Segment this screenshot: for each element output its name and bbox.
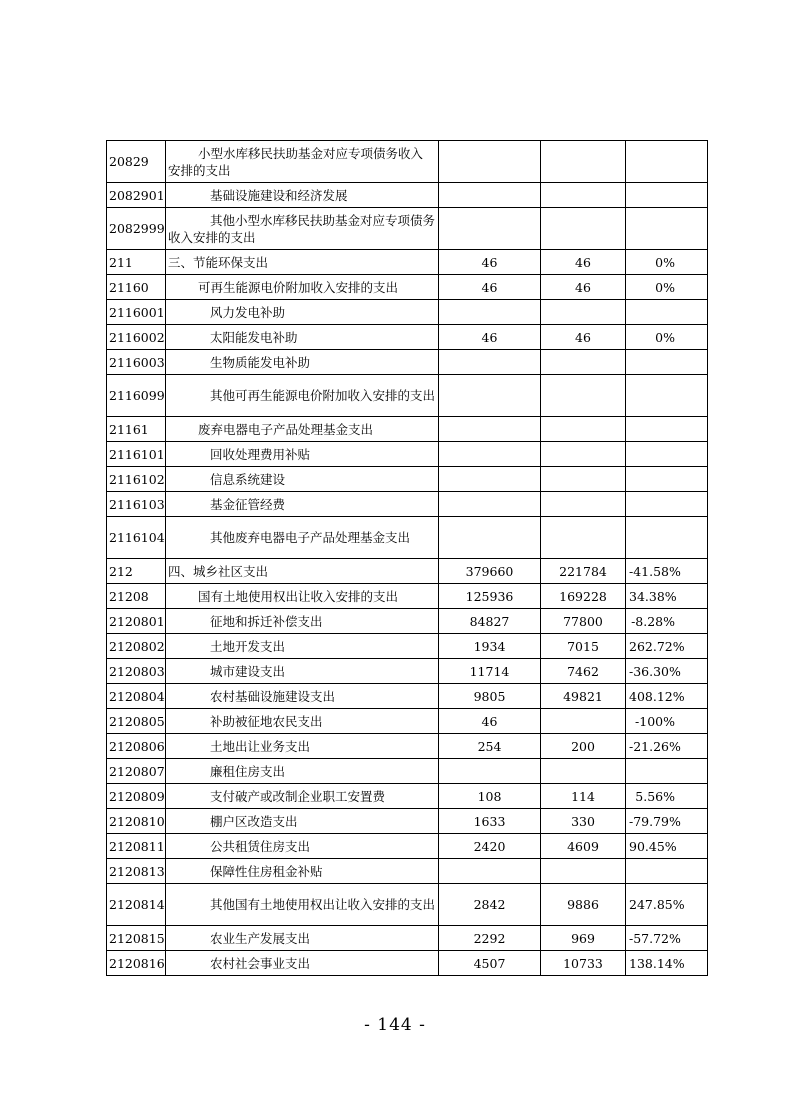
value-cell-1: 379660 [439,559,541,584]
code-cell: 2120810 [107,809,166,834]
code-cell: 2116101 [107,442,166,467]
code-cell: 2120813 [107,859,166,884]
value-cell-1: 9805 [439,684,541,709]
table-row [107,442,708,467]
value-cell-1 [439,183,541,208]
value-cell-2 [541,300,626,325]
table-row [107,926,708,951]
value-cell-2 [541,208,626,250]
value-cell-2: 46 [541,325,626,350]
table-body [107,141,708,976]
value-cell-1: 46 [439,275,541,300]
value-cell-2 [541,350,626,375]
value-cell-1: 84827 [439,609,541,634]
code-cell: 2120814 [107,884,166,926]
code-cell: 2120809 [107,784,166,809]
value-cell-1: 46 [439,325,541,350]
percent-cell: 5.56% [626,784,708,809]
value-cell-2 [541,375,626,417]
name-cell: 补助被征地农民支出 [166,709,439,734]
name-cell: 城市建设支出 [166,659,439,684]
value-cell-2 [541,492,626,517]
value-cell-1: 2842 [439,884,541,926]
percent-cell: 0% [626,250,708,275]
name-cell: 基金征管经费 [166,492,439,517]
percent-cell: 408.12% [626,684,708,709]
code-cell: 2082901 [107,183,166,208]
code-cell: 21161 [107,417,166,442]
percent-cell [626,859,708,884]
value-cell-2 [541,759,626,784]
name-cell: 其他小型水库移民扶助基金对应专项债务收入安排的支出 [166,208,439,250]
value-cell-2: 46 [541,275,626,300]
name-cell: 征地和拆迁补偿支出 [166,609,439,634]
percent-cell: -8.28% [626,609,708,634]
percent-cell: 90.45% [626,834,708,859]
percent-cell: 0% [626,275,708,300]
name-cell: 土地出让业务支出 [166,734,439,759]
percent-cell: -36.30% [626,659,708,684]
name-cell: 回收处理费用补贴 [166,442,439,467]
code-cell: 2116104 [107,517,166,559]
code-cell: 21208 [107,584,166,609]
table-row [107,684,708,709]
value-cell-1 [439,141,541,183]
value-cell-1: 11714 [439,659,541,684]
value-cell-1 [439,208,541,250]
table-row [107,634,708,659]
name-cell: 三、节能环保支出 [166,250,439,275]
code-cell: 2120801 [107,609,166,634]
value-cell-1 [439,492,541,517]
percent-cell [626,467,708,492]
value-cell-1 [439,417,541,442]
table-row [107,559,708,584]
percent-cell [626,759,708,784]
code-cell: 2120804 [107,684,166,709]
value-cell-2: 330 [541,809,626,834]
code-cell: 2116003 [107,350,166,375]
name-cell: 可再生能源电价附加收入安排的支出 [166,275,439,300]
code-cell: 2120807 [107,759,166,784]
name-cell: 国有土地使用权出让收入安排的支出 [166,584,439,609]
value-cell-2: 169228 [541,584,626,609]
value-cell-2 [541,417,626,442]
value-cell-1: 2420 [439,834,541,859]
table-row [107,325,708,350]
code-cell: 2120805 [107,709,166,734]
value-cell-2: 221784 [541,559,626,584]
value-cell-2 [541,467,626,492]
table-row [107,517,708,559]
value-cell-1: 4507 [439,951,541,976]
name-cell: 土地开发支出 [166,634,439,659]
code-cell: 20829 [107,141,166,183]
name-cell: 棚户区改造支出 [166,809,439,834]
table-row [107,208,708,250]
code-cell: 2120803 [107,659,166,684]
value-cell-1 [439,375,541,417]
name-cell: 太阳能发电补助 [166,325,439,350]
value-cell-2 [541,141,626,183]
value-cell-2 [541,183,626,208]
table-row [107,417,708,442]
table-row [107,300,708,325]
code-cell: 2116103 [107,492,166,517]
code-cell: 2116099 [107,375,166,417]
table-row [107,759,708,784]
name-cell: 信息系统建设 [166,467,439,492]
code-cell: 2120816 [107,951,166,976]
name-cell: 廉租住房支出 [166,759,439,784]
value-cell-2: 7015 [541,634,626,659]
value-cell-2 [541,859,626,884]
value-cell-1 [439,300,541,325]
percent-cell: -41.58% [626,559,708,584]
code-cell: 2116102 [107,467,166,492]
percent-cell [626,350,708,375]
name-cell: 风力发电补助 [166,300,439,325]
percent-cell: -57.72% [626,926,708,951]
value-cell-2 [541,442,626,467]
percent-cell [626,141,708,183]
name-cell: 农村社会事业支出 [166,951,439,976]
percent-cell: 262.72% [626,634,708,659]
table-row [107,951,708,976]
percent-cell [626,492,708,517]
percent-cell: 247.85% [626,884,708,926]
value-cell-1: 1934 [439,634,541,659]
code-cell: 2116002 [107,325,166,350]
value-cell-1: 2292 [439,926,541,951]
value-cell-2: 46 [541,250,626,275]
value-cell-1 [439,350,541,375]
value-cell-1 [439,517,541,559]
value-cell-2: 7462 [541,659,626,684]
value-cell-1: 254 [439,734,541,759]
table-row [107,183,708,208]
value-cell-2 [541,517,626,559]
table-row [107,350,708,375]
table-row [107,467,708,492]
table-row [107,709,708,734]
percent-cell: -21.26% [626,734,708,759]
name-cell: 小型水库移民扶助基金对应专项债务收入安排的支出 [166,141,439,183]
value-cell-1: 1633 [439,809,541,834]
value-cell-1: 108 [439,784,541,809]
table-row [107,659,708,684]
value-cell-1: 46 [439,709,541,734]
table-row [107,375,708,417]
value-cell-1 [439,759,541,784]
budget-table [106,140,708,976]
name-cell: 基础设施建设和经济发展 [166,183,439,208]
name-cell: 保障性住房租金补贴 [166,859,439,884]
value-cell-2: 200 [541,734,626,759]
table-row [107,809,708,834]
value-cell-2: 4609 [541,834,626,859]
percent-cell: 0% [626,325,708,350]
table-row [107,492,708,517]
name-cell: 生物质能发电补助 [166,350,439,375]
name-cell: 农业生产发展支出 [166,926,439,951]
table-row [107,734,708,759]
name-cell: 其他废弃电器电子产品处理基金支出 [166,517,439,559]
code-cell: 212 [107,559,166,584]
code-cell: 2120815 [107,926,166,951]
code-cell: 2120811 [107,834,166,859]
percent-cell [626,375,708,417]
code-cell: 2120802 [107,634,166,659]
value-cell-1 [439,467,541,492]
value-cell-2: 10733 [541,951,626,976]
page-number: - 144 - [364,1015,426,1035]
percent-cell [626,517,708,559]
percent-cell [626,417,708,442]
name-cell: 四、城乡社区支出 [166,559,439,584]
percent-cell: -79.79% [626,809,708,834]
code-cell: 2082999 [107,208,166,250]
name-cell: 其他可再生能源电价附加收入安排的支出 [166,375,439,417]
value-cell-1 [439,859,541,884]
table-row [107,141,708,183]
code-cell: 2120806 [107,734,166,759]
table-row [107,275,708,300]
value-cell-2: 114 [541,784,626,809]
name-cell: 其他国有土地使用权出让收入安排的支出 [166,884,439,926]
name-cell: 废弃电器电子产品处理基金支出 [166,417,439,442]
percent-cell: 34.38% [626,584,708,609]
value-cell-2: 9886 [541,884,626,926]
name-cell: 支付破产或改制企业职工安置费 [166,784,439,809]
table-row [107,884,708,926]
name-cell: 农村基础设施建设支出 [166,684,439,709]
name-cell: 公共租赁住房支出 [166,834,439,859]
percent-cell [626,300,708,325]
value-cell-2: 969 [541,926,626,951]
value-cell-2: 49821 [541,684,626,709]
code-cell: 21160 [107,275,166,300]
table-row [107,584,708,609]
table-row [107,250,708,275]
table-row [107,834,708,859]
table-row [107,859,708,884]
percent-cell [626,183,708,208]
table-row [107,609,708,634]
table-row [107,784,708,809]
value-cell-1 [439,442,541,467]
value-cell-2: 77800 [541,609,626,634]
percent-cell [626,442,708,467]
percent-cell: -100% [626,709,708,734]
value-cell-1: 46 [439,250,541,275]
percent-cell [626,208,708,250]
code-cell: 211 [107,250,166,275]
code-cell: 2116001 [107,300,166,325]
value-cell-2 [541,709,626,734]
percent-cell: 138.14% [626,951,708,976]
value-cell-1: 125936 [439,584,541,609]
